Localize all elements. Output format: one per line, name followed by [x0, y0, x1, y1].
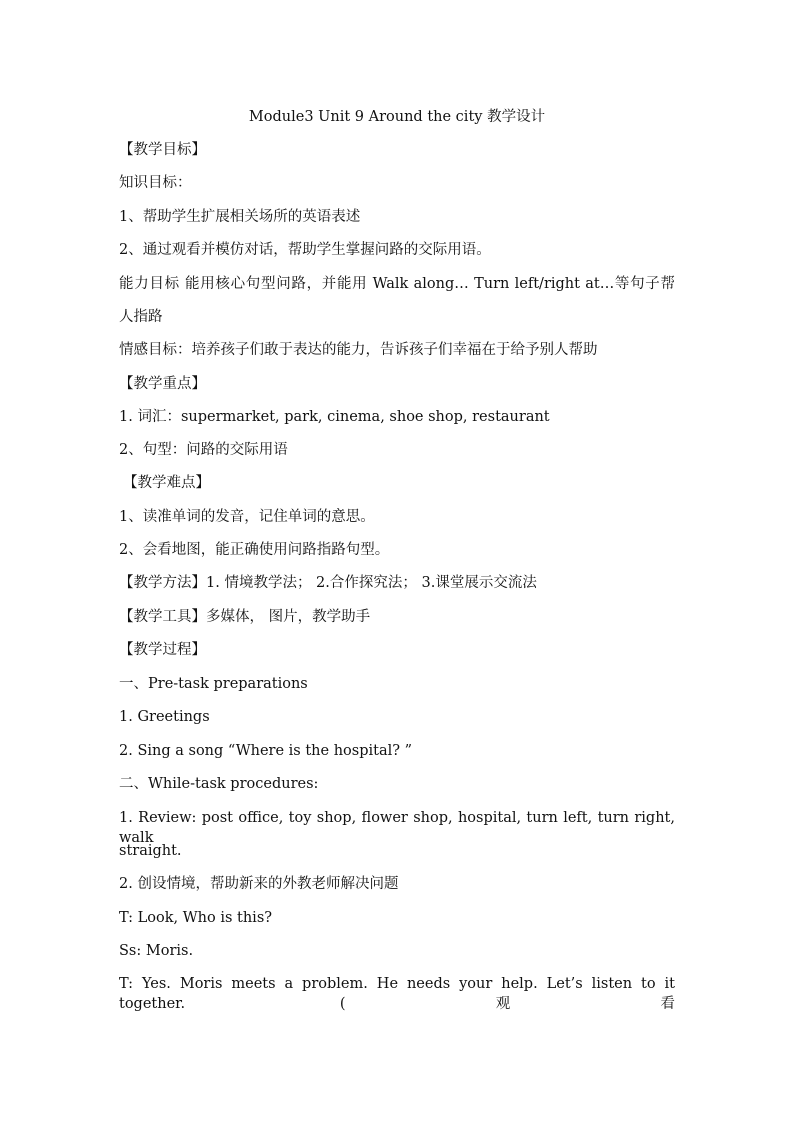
while-task-scenario: 2. 创设情境，帮助新来的外教老师解决问题	[119, 876, 399, 892]
key-point-vocabulary: 1. 词汇：supermarket, park, cinema, shoe shop, restaurant	[119, 409, 550, 425]
pre-task-heading: 一、Pre-task preparations	[119, 676, 308, 692]
difficult-point-1: 1、读准单词的发音，记住单词的意思。	[119, 509, 375, 525]
document-title: Module3 Unit 9 Around the city 教学设计	[248, 109, 546, 125]
knowledge-objective-1: 1、帮助学生扩展相关场所的英语表述	[119, 209, 361, 225]
heading-difficult-points: 【教学难点】	[123, 475, 210, 491]
knowledge-objective-label: 知识目标：	[119, 175, 192, 191]
heading-teaching-process: 【教学过程】	[119, 642, 206, 658]
heading-teaching-objectives: 【教学目标】	[119, 142, 206, 158]
while-task-review-line-2: straight.	[119, 843, 182, 859]
teaching-tools: 【教学工具】多媒体， 图片，教学助手	[119, 609, 371, 625]
ability-objective-line-1: 能力目标 能用核心句型问路，并能用 Walk along… Turn left/right at…等句子帮	[119, 276, 675, 292]
dialogue-students-1: Ss: Moris.	[119, 943, 194, 959]
key-point-sentences: 2、句型：问路的交际用语	[119, 442, 288, 458]
teaching-methods: 【教学方法】1. 情境教学法； 2.合作探究法； 3.课堂展示交流法	[119, 575, 537, 591]
knowledge-objective-2: 2、通过观看并模仿对话，帮助学生掌握问路的交际用语。	[119, 242, 491, 258]
difficult-point-2: 2、会看地图，能正确使用问路指路句型。	[119, 542, 390, 558]
pre-task-song: 2. Sing a song “Where is the hospital? ”	[119, 743, 413, 759]
while-task-review-line-1: 1. Review: post office, toy shop, flower shop, hospital, turn left, turn right, walk	[119, 810, 675, 846]
dialogue-teacher-1: T: Look, Who is this?	[119, 910, 273, 926]
ability-objective-line-2: 人指路	[119, 309, 163, 325]
emotional-objective: 情感目标：培养孩子们敢于表达的能力，告诉孩子们幸福在于给予别人帮助	[119, 342, 598, 358]
heading-key-points: 【教学重点】	[119, 376, 206, 392]
dialogue-teacher-2: T: Yes. Moris meets a problem. He needs your help. Let’s listen to it together. (观看	[119, 976, 675, 1012]
pre-task-greetings: 1. Greetings	[119, 709, 210, 725]
while-task-heading: 二、While-task procedures:	[119, 776, 319, 792]
